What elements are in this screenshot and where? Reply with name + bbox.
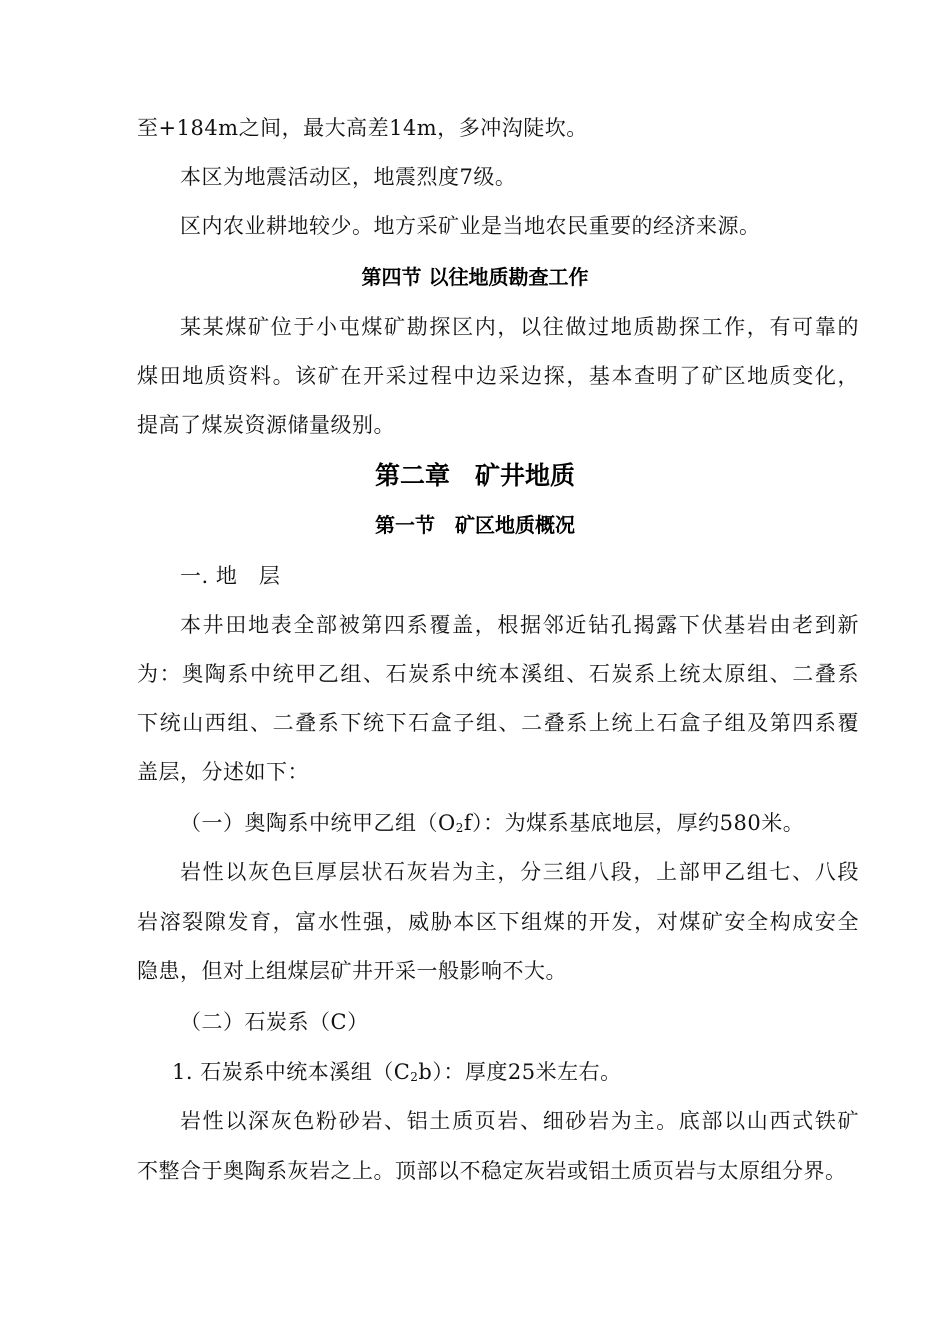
- benxi-item-prefix: 1. 石炭系中统本溪组（C: [172, 1060, 411, 1084]
- agriculture-line: 区内农业耕地较少。地方采矿业是当地农民重要的经济来源。: [180, 214, 761, 238]
- ordovician-subscript: 2: [455, 821, 464, 835]
- strata-heading: 一. 地 层: [180, 564, 281, 588]
- strata-line-3: 下统山西组、二叠系下统下石盒子组、二叠系上统上石盒子组及第四系覆: [137, 711, 859, 735]
- section-4-title: 第四节 以往地质勘查工作: [361, 265, 589, 289]
- benxi-line-2: 不整合于奥陶系灰岩之上。顶部以不稳定灰岩或铝土质页岩与太原组分界。: [137, 1159, 847, 1183]
- survey-line-2: 煤田地质资料。该矿在开采过程中边采边探，基本查明了矿区地质变化，: [137, 364, 859, 388]
- ordovician-line-1: 岩性以灰色巨厚层状石灰岩为主，分三组八段，上部甲乙组七、八段: [180, 860, 859, 884]
- ordovician-item-suffix: f）：为煤系基底地层，厚约580米。: [463, 811, 805, 835]
- ordovician-item: [180, 809, 804, 842]
- strata-line-4: 盖层，分述如下：: [137, 760, 309, 784]
- intro-line-1: 至+184m之间，最大高差14m，多冲沟陡坎。: [137, 116, 588, 140]
- survey-line-3: 提高了煤炭资源储量级别。: [137, 413, 395, 437]
- section-1-title: 第一节 矿区地质概况: [375, 513, 575, 537]
- seismic-line: 本区为地震活动区，地震烈度7级。: [180, 165, 517, 189]
- benxi-line-1: 岩性以深灰色粉砂岩、铝土质页岩、细砂岩为主。底部以山西式铁矿: [180, 1109, 859, 1133]
- benxi-subscript: 2: [410, 1070, 419, 1084]
- strata-line-1: 本井田地表全部被第四系覆盖，根据邻近钻孔揭露下伏基岩由老到新: [180, 613, 859, 637]
- ordovician-line-2: 岩溶裂隙发育，富水性强，威胁本区下组煤的开发，对煤矿安全构成安全: [137, 910, 859, 934]
- benxi-item-suffix: b）：厚度25米左右。: [418, 1060, 622, 1084]
- ordovician-line-3: 隐患，但对上组煤层矿井开采一般影响不大。: [137, 959, 567, 983]
- carboniferous-item: （二）石炭系（C）: [180, 1010, 369, 1034]
- survey-line-1: 某某煤矿位于小屯煤矿勘探区内，以往做过地质勘探工作，有可靠的: [180, 315, 859, 339]
- benxi-item: [172, 1058, 622, 1091]
- strata-line-2: 为：奥陶系中统甲乙组、石炭系中统本溪组、石炭系上统太原组、二叠系: [137, 662, 859, 686]
- chapter-2-title: 第二章 矿井地质: [374, 461, 575, 490]
- ordovician-item-prefix: （一）奥陶系中统甲乙组（O: [180, 811, 456, 835]
